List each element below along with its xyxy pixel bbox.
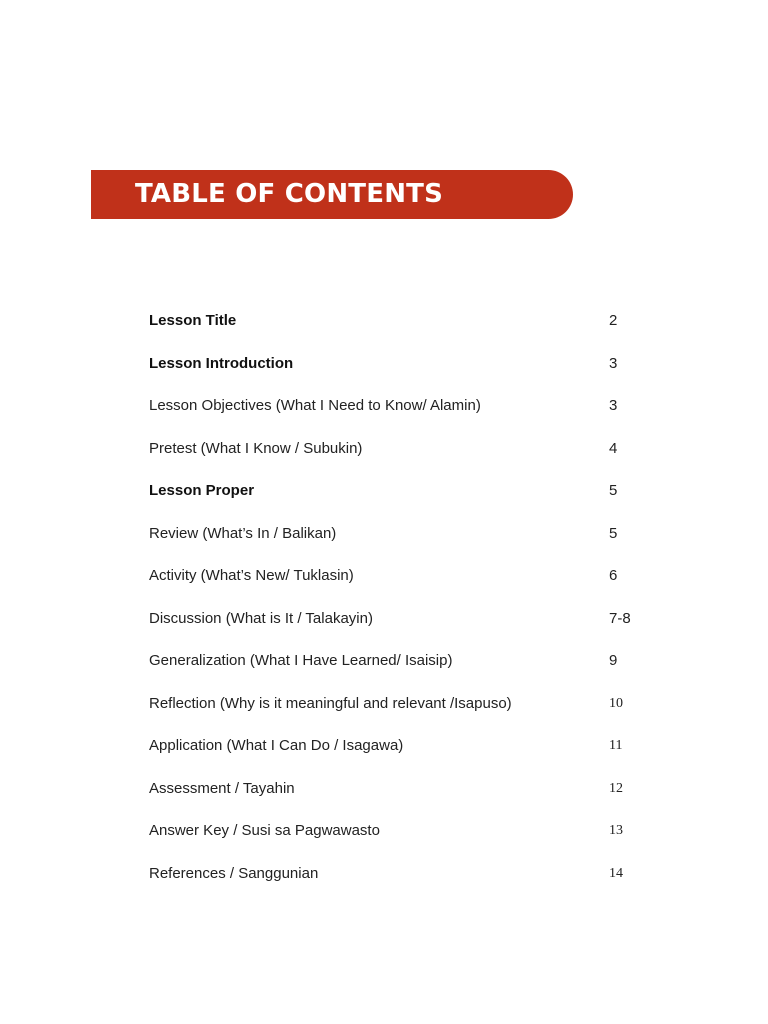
toc-entry-page: 13 [609,823,623,838]
toc-entry-page: 11 [609,738,623,753]
toc-entry-page: 3 [609,354,618,372]
toc-entry-page: 12 [609,780,623,796]
toc-entry [149,649,649,692]
toc-entry-page: 2 [609,312,618,329]
toc-entry [149,692,649,735]
toc-entry-label: Generalization (What I Have Learned/ Isaisip) [149,652,453,669]
toc-entry-page: 5 [609,482,618,499]
toc-entry-label: Lesson Title [149,312,237,329]
toc-entry [149,862,649,905]
toc-entry-label: Application (What I Can Do / Isagawa) [149,737,404,754]
toc-entry-label: Lesson Objectives (What I Need to Know/ Alamin) [149,397,481,414]
toc-entry [149,777,649,820]
toc-entry [149,309,649,352]
toc-list [149,309,649,904]
toc-entry-page: 7-8 [609,609,631,627]
toc-entry-page: 3 [609,397,618,414]
toc-entry [149,479,649,522]
toc-entry-label: Assessment / Tayahin [149,779,295,797]
toc-entry-label: Activity (What’s New/ Tuklasin) [149,567,354,584]
toc-banner [91,170,573,219]
toc-entry [149,607,649,650]
toc-entry-page: 5 [609,524,618,542]
toc-entry-page: 9 [609,652,618,669]
toc-entry-page: 4 [609,439,618,457]
toc-entry-label: Lesson Introduction [149,354,294,372]
toc-entry [149,522,649,565]
toc-entry [149,394,649,437]
toc-entry-page: 10 [609,695,623,711]
toc-entry [149,437,649,480]
toc-entry-page: 14 [609,865,623,881]
page-title: TABLE OF CONTENTS [135,179,444,209]
toc-entry-page: 6 [609,567,618,584]
toc-entry [149,352,649,395]
toc-entry [149,819,649,862]
toc-entry-label: Pretest (What I Know / Subukin) [149,439,363,457]
toc-entry-label: Discussion (What is It / Talakayin) [149,609,373,627]
toc-entry-label: Reflection (Why is it meaningful and relevant /Isapuso) [149,694,512,712]
toc-entry-label: Answer Key / Susi sa Pagwawasto [149,822,380,839]
toc-entry-label: Lesson Proper [149,482,255,499]
toc-entry [149,734,649,777]
toc-entry-label: References / Sanggunian [149,864,319,882]
toc-entry-label: Review (What’s In / Balikan) [149,524,337,542]
toc-entry [149,564,649,607]
